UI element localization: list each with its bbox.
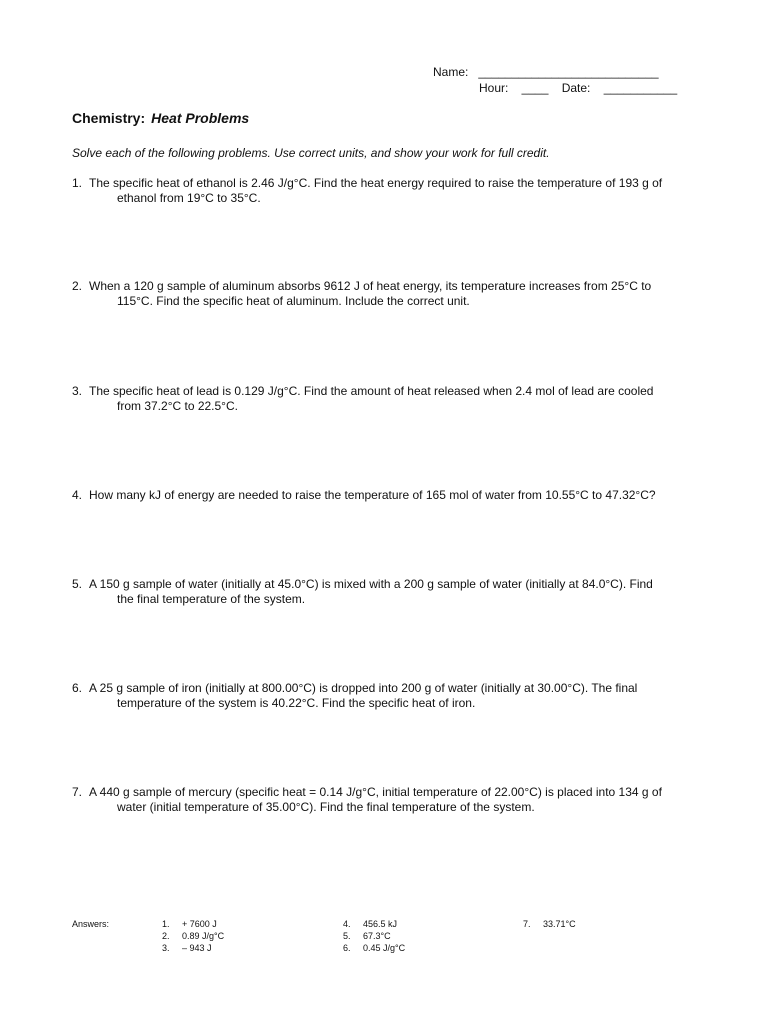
problem-number: 2. <box>72 279 83 293</box>
hour-date-field-line: Hour: ____ Date: ___________ <box>479 81 678 95</box>
answer-item <box>162 930 224 942</box>
instructions: Solve each of the following problems. Use correct units, and show your work for full credit. <box>72 146 550 160</box>
answer-item <box>343 918 405 930</box>
answer-item <box>523 918 576 930</box>
answers-column-3 <box>523 918 576 930</box>
problem-2 <box>72 279 702 309</box>
problem-7 <box>72 785 702 815</box>
answers-label: Answers: <box>72 919 110 929</box>
problem-1 <box>72 176 702 206</box>
problem-number: 7. <box>72 785 83 799</box>
title-subject: Chemistry: <box>72 110 146 126</box>
answer-item <box>162 942 224 954</box>
page-title <box>72 110 249 126</box>
answer-value: 456.5 kJ <box>363 919 398 929</box>
answer-number: 2. <box>162 931 170 941</box>
problem-3 <box>72 384 702 414</box>
problem-number: 4. <box>72 488 83 502</box>
answer-value: – 943 J <box>182 943 212 953</box>
problem-number: 5. <box>72 577 83 591</box>
answers-column-2 <box>343 918 405 954</box>
name-field-line: Name: ___________________________ <box>433 65 659 79</box>
answer-number: 3. <box>162 943 170 953</box>
answers-column-1 <box>162 918 224 954</box>
answer-number: 1. <box>162 919 170 929</box>
problem-6 <box>72 681 702 711</box>
answer-number: 7. <box>523 919 531 929</box>
answer-value: 33.71°C <box>543 919 576 929</box>
problem-text-line2: 115°C. Find the specific heat of aluminum. Include the correct unit. <box>117 294 470 308</box>
problem-text-line1: How many kJ of energy are needed to raise the temperature of 165 mol of water from 10.55°C to 47.32°C? <box>89 488 656 502</box>
answer-value: + 7600 J <box>182 919 217 929</box>
title-topic: Heat Problems <box>151 110 250 126</box>
problem-number: 6. <box>72 681 83 695</box>
problem-text-line1: A 25 g sample of iron (initially at 800.00°C) is dropped into 200 g of water (initially at 30.00°C). The final <box>89 681 638 695</box>
problem-text-line2: from 37.2°C to 22.5°C. <box>117 399 238 413</box>
problem-text-line2: ethanol from 19°C to 35°C. <box>117 191 261 205</box>
answer-value: 0.45 J/g°C <box>363 943 406 953</box>
answer-value: 0.89 J/g°C <box>182 931 225 941</box>
problem-number: 3. <box>72 384 83 398</box>
problem-5 <box>72 577 702 607</box>
answer-number: 6. <box>343 943 351 953</box>
problem-text-line1: When a 120 g sample of aluminum absorbs 9612 J of heat energy, its temperature increases from 25°C to <box>89 279 652 293</box>
problem-text-line1: A 150 g sample of water (initially at 45.0°C) is mixed with a 200 g sample of water (initially at 84.0°C). Find <box>89 577 653 591</box>
answer-number: 4. <box>343 919 351 929</box>
answer-item <box>343 942 405 954</box>
answer-item <box>162 918 224 930</box>
answer-number: 5. <box>343 931 351 941</box>
problem-text-line2: water (initial temperature of 35.00°C). Find the final temperature of the system. <box>117 800 535 814</box>
problem-text-line1: The specific heat of ethanol is 2.46 J/g°C. Find the heat energy required to raise the temperature of 193 g of <box>89 176 663 190</box>
problem-text-line1: A 440 g sample of mercury (specific heat = 0.14 J/g°C, initial temperature of 22.00°C) is placed into 134 g of <box>89 785 662 799</box>
problem-text-line1: The specific heat of lead is 0.129 J/g°C. Find the amount of heat released when 2.4 mol of lead are cooled <box>89 384 654 398</box>
answer-item <box>343 930 405 942</box>
problem-text-line2: the final temperature of the system. <box>117 592 306 606</box>
problem-4 <box>72 488 702 503</box>
answer-value: 67.3°C <box>363 931 391 941</box>
problem-text-line2: temperature of the system is 40.22°C. Find the specific heat of iron. <box>117 696 476 710</box>
problem-number: 1. <box>72 176 83 190</box>
